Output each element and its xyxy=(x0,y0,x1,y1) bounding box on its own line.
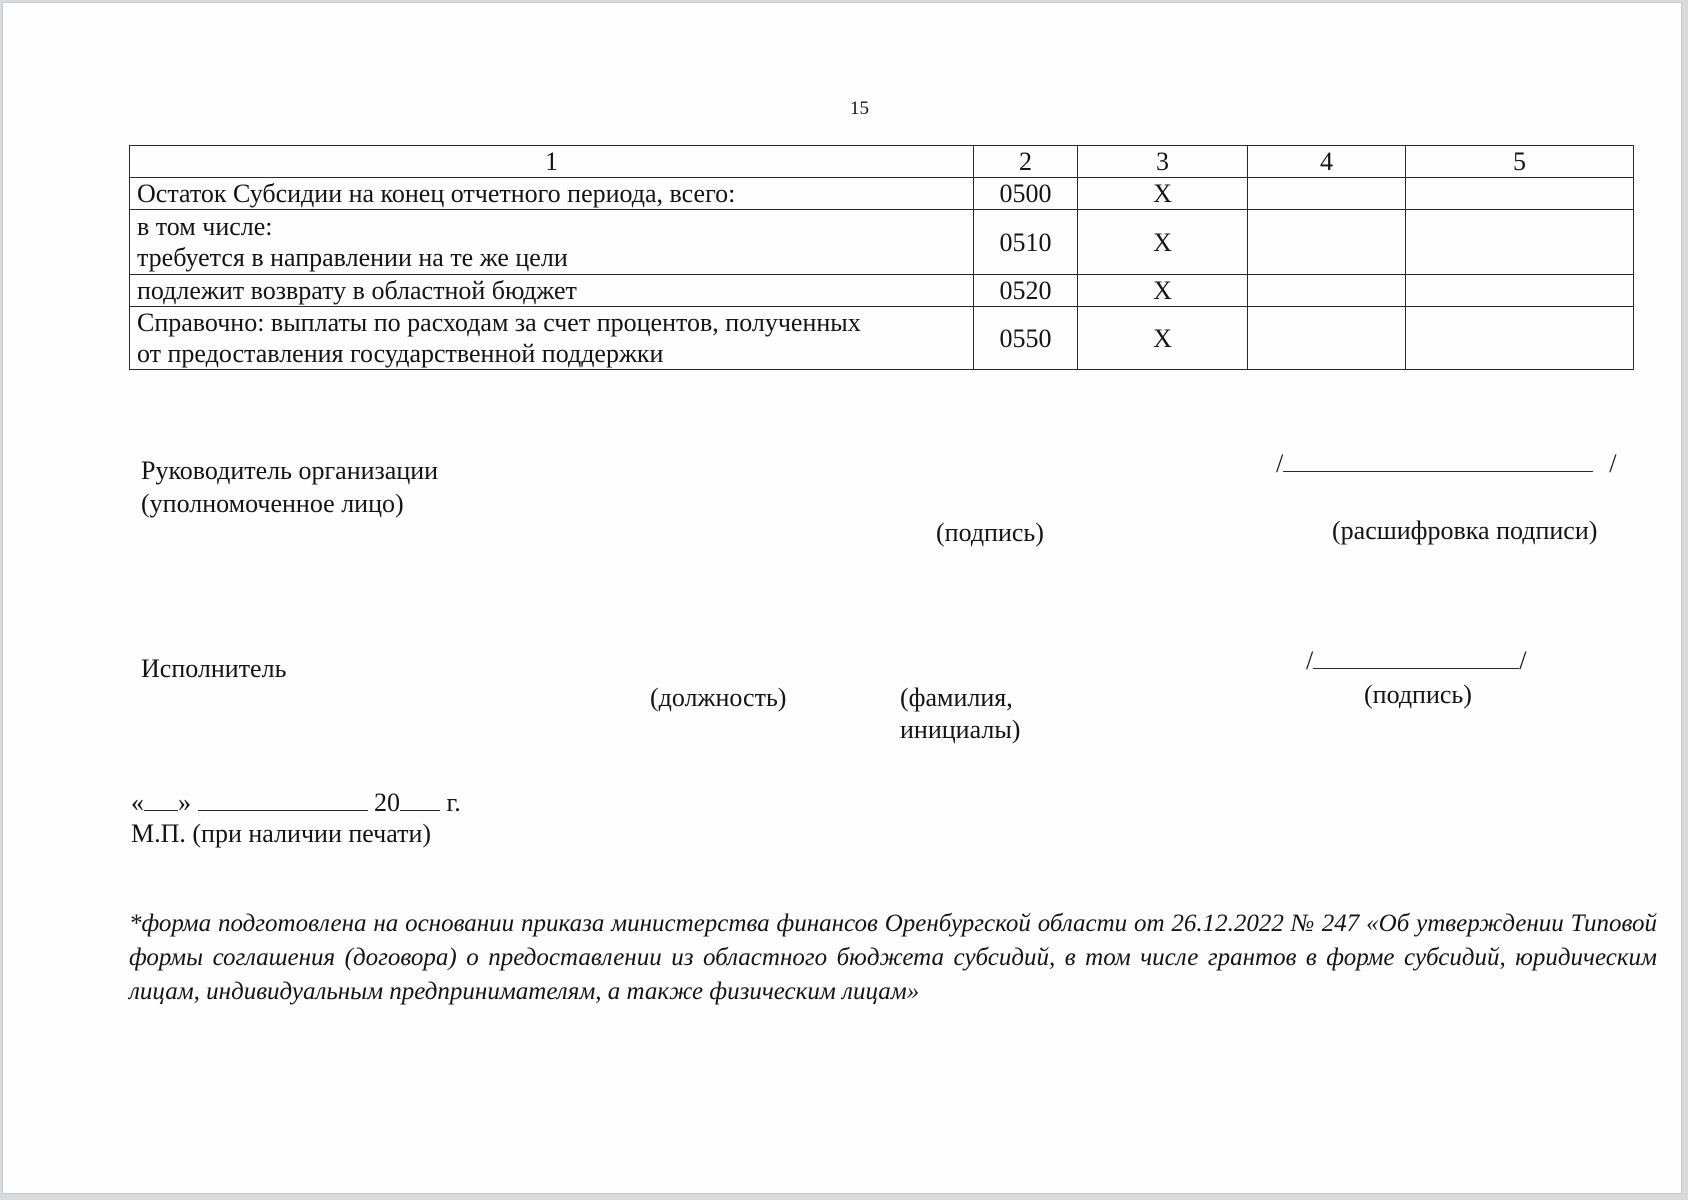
head-decoding-line xyxy=(1283,447,1593,472)
head-decoding-field xyxy=(1276,447,1616,479)
name-caption-line1: (фамилия, xyxy=(900,683,1013,712)
row-label-line: требуется в направлении на те же цели xyxy=(137,243,568,272)
row-col4 xyxy=(1248,178,1406,210)
row-label xyxy=(130,307,974,370)
row-code: 0550 xyxy=(974,307,1078,370)
table-row xyxy=(130,275,1634,307)
table-row xyxy=(130,178,1634,210)
row-col4 xyxy=(1248,210,1406,275)
row-col3: X xyxy=(1078,178,1248,210)
year-line xyxy=(400,786,440,811)
table-row xyxy=(130,307,1634,370)
day-line xyxy=(144,786,178,811)
row-label-line: Справочно: выплаты по расходам за счет процентов, полученных xyxy=(137,308,861,337)
row-code: 0520 xyxy=(974,275,1078,307)
row-col3: X xyxy=(1078,307,1248,370)
row-label: подлежит возврату в областной бюджет xyxy=(130,275,974,307)
row-label: Остаток Субсидии на конец отчетного периода, всего: xyxy=(130,178,974,210)
date-open-quote: « xyxy=(131,788,144,817)
slash: / xyxy=(1609,449,1617,478)
executor-signature-caption: (подпись) xyxy=(1364,680,1472,709)
position-caption: (должность) xyxy=(650,683,787,712)
head-decoding-caption: (расшифровка подписи) xyxy=(1332,516,1598,545)
row-code: 0510 xyxy=(974,210,1078,275)
header-col-1: 1 xyxy=(130,146,974,178)
row-col5 xyxy=(1406,275,1634,307)
executor-signature-field xyxy=(1306,644,1526,676)
row-label-line: от предоставления государственной поддержки xyxy=(137,339,664,368)
executor-signature-line xyxy=(1313,644,1519,669)
month-line xyxy=(198,786,368,811)
date-close-quote: » xyxy=(178,788,191,817)
slash: / xyxy=(1519,646,1527,675)
row-code: 0500 xyxy=(974,178,1078,210)
document-page xyxy=(2,2,1682,1194)
header-col-3: 3 xyxy=(1078,146,1248,178)
row-col5 xyxy=(1406,307,1634,370)
year-prefix: 20 xyxy=(374,788,400,817)
row-col3: X xyxy=(1078,275,1248,307)
row-col5 xyxy=(1406,210,1634,275)
row-col4 xyxy=(1248,275,1406,307)
row-col5 xyxy=(1406,178,1634,210)
header-col-5: 5 xyxy=(1406,146,1634,178)
slash: / xyxy=(1276,449,1284,478)
head-title-line2: (уполномоченное лицо) xyxy=(141,489,404,518)
year-suffix: г. xyxy=(446,788,461,817)
table-row xyxy=(130,210,1634,275)
header-col-2: 2 xyxy=(974,146,1078,178)
row-col3: X xyxy=(1078,210,1248,275)
date-field xyxy=(131,786,461,818)
table-header-row xyxy=(130,146,1634,178)
head-signature-caption: (подпись) xyxy=(936,518,1044,547)
page-number: 15 xyxy=(850,98,869,119)
slash: / xyxy=(1306,646,1314,675)
row-col4 xyxy=(1248,307,1406,370)
stamp-note: М.П. (при наличии печати) xyxy=(131,819,432,848)
head-title-line1: Руководитель организации xyxy=(141,456,439,485)
row-label xyxy=(130,210,974,275)
name-caption-line2: инициалы) xyxy=(900,715,1021,744)
subsidy-balance-table xyxy=(129,145,1634,370)
row-label-line: в том числе: xyxy=(137,212,273,241)
header-col-4: 4 xyxy=(1248,146,1406,178)
executor-label: Исполнитель xyxy=(141,654,287,683)
footnote: *форма подготовлена на основании приказа министерства финансов Оренбургской области от 26.12.2022 № 247 «Об утверждении Типовой формы соглашения (договора) о предоставлении из областного бюджета субсидий, в том числе грантов в форме субсидий, юридическим лицам, индивидуальным предпринимателям, а также физическим лицам» xyxy=(129,910,1657,1005)
